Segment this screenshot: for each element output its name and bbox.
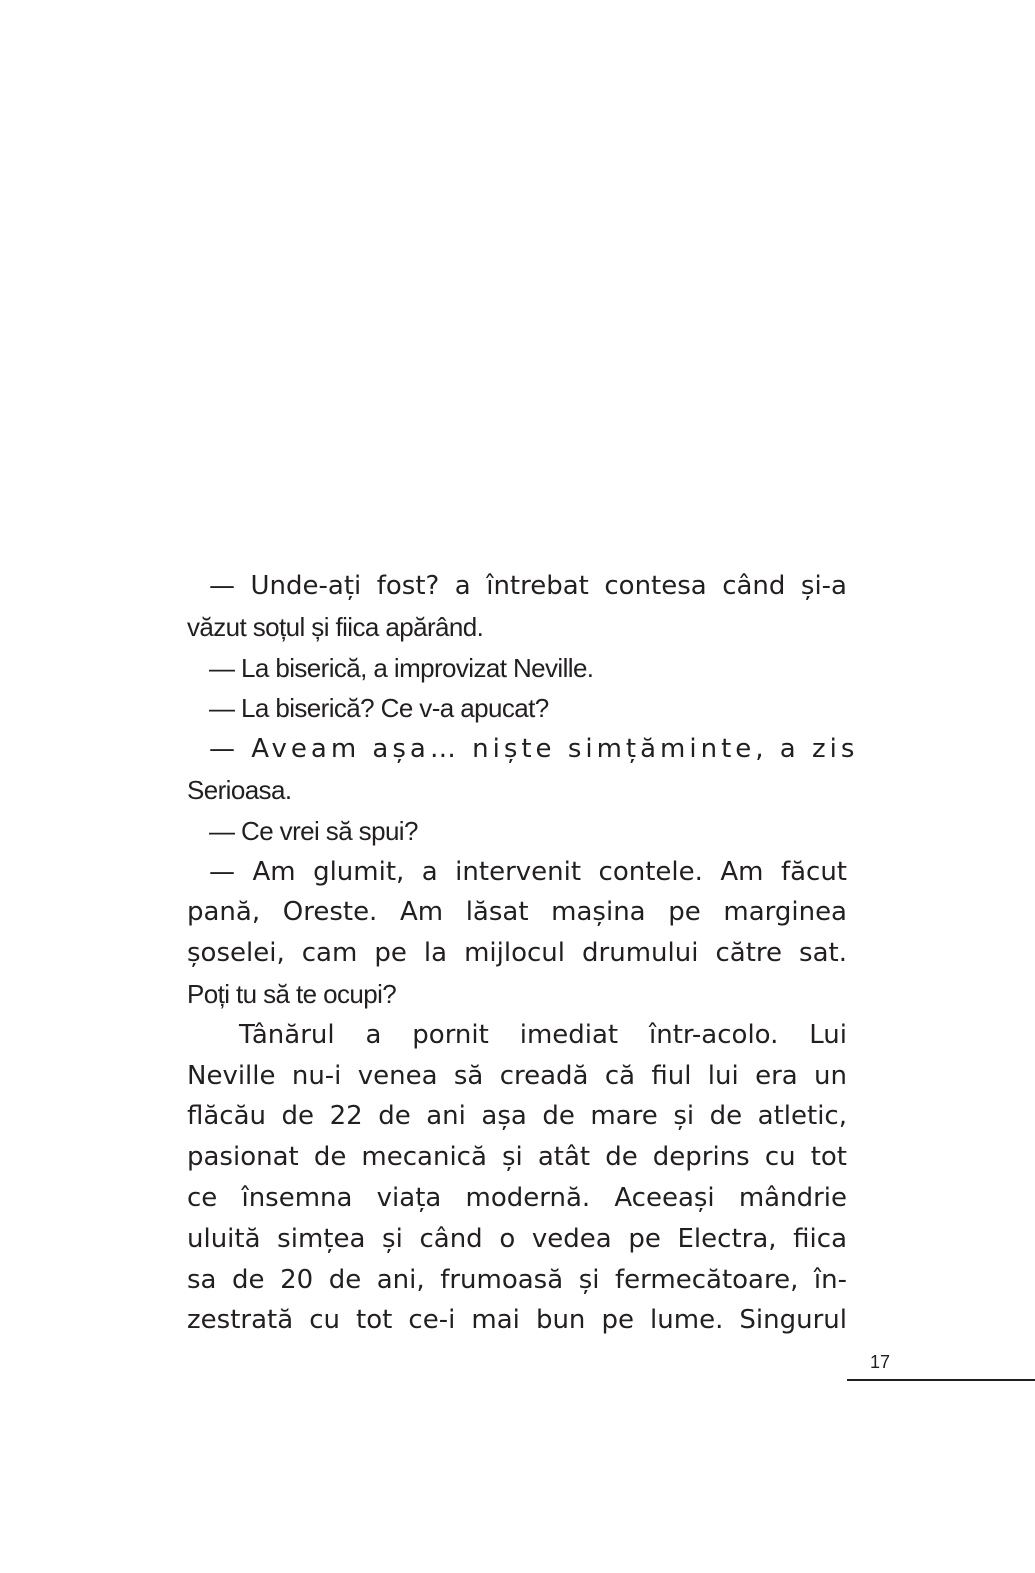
text-line: Tânărul a pornit imediat într-acolo. Lui xyxy=(239,1019,847,1050)
page-number-rule xyxy=(847,1379,1035,1381)
text-line: Serioasa. xyxy=(187,774,292,805)
text-line: flăcău de 22 de ani așa de mare și de atletic, xyxy=(187,1101,847,1132)
text-line: șoselei, cam pe la mijlocul drumului către sat. xyxy=(187,938,847,969)
text-line: — Am glumit, a intervenit contele. Am făcut xyxy=(209,856,847,887)
text-line: văzut soțul și fiica apărând. xyxy=(187,611,484,642)
page-number: 17 xyxy=(870,1352,891,1372)
text-line: Neville nu-i venea să creadă că fiul lui era un xyxy=(187,1060,847,1091)
body-text xyxy=(187,566,859,1341)
text-line: sa de 20 de ani, frumoasă și fermecătoare, în- xyxy=(187,1264,847,1295)
text-line: pasionat de mecanică și atât de deprins cu tot xyxy=(187,1142,847,1173)
text-line: — Unde-ați fost? a întrebat contesa când și-a xyxy=(209,571,847,601)
text-line: — Aveam așa… niște simțăminte, a zis xyxy=(209,734,859,765)
text-line: — La biserică, a improvizat Neville. xyxy=(209,652,594,683)
text-line: pană, Oreste. Am lăsat mașina pe marginea xyxy=(187,897,847,928)
text-line: — Ce vrei să spui? xyxy=(209,815,418,846)
text-line: — La biserică? Ce v-a apucat? xyxy=(209,693,549,724)
text-line: Poți tu să te ocupi? xyxy=(187,978,397,1009)
text-line: uluită simțea și când o vedea pe Electra, fiica xyxy=(187,1223,847,1254)
text-line: ce însemna viața modernă. Aceeași mândrie xyxy=(187,1182,847,1213)
text-line: zestrată cu tot ce-i mai bun pe lume. Singurul xyxy=(187,1305,847,1336)
